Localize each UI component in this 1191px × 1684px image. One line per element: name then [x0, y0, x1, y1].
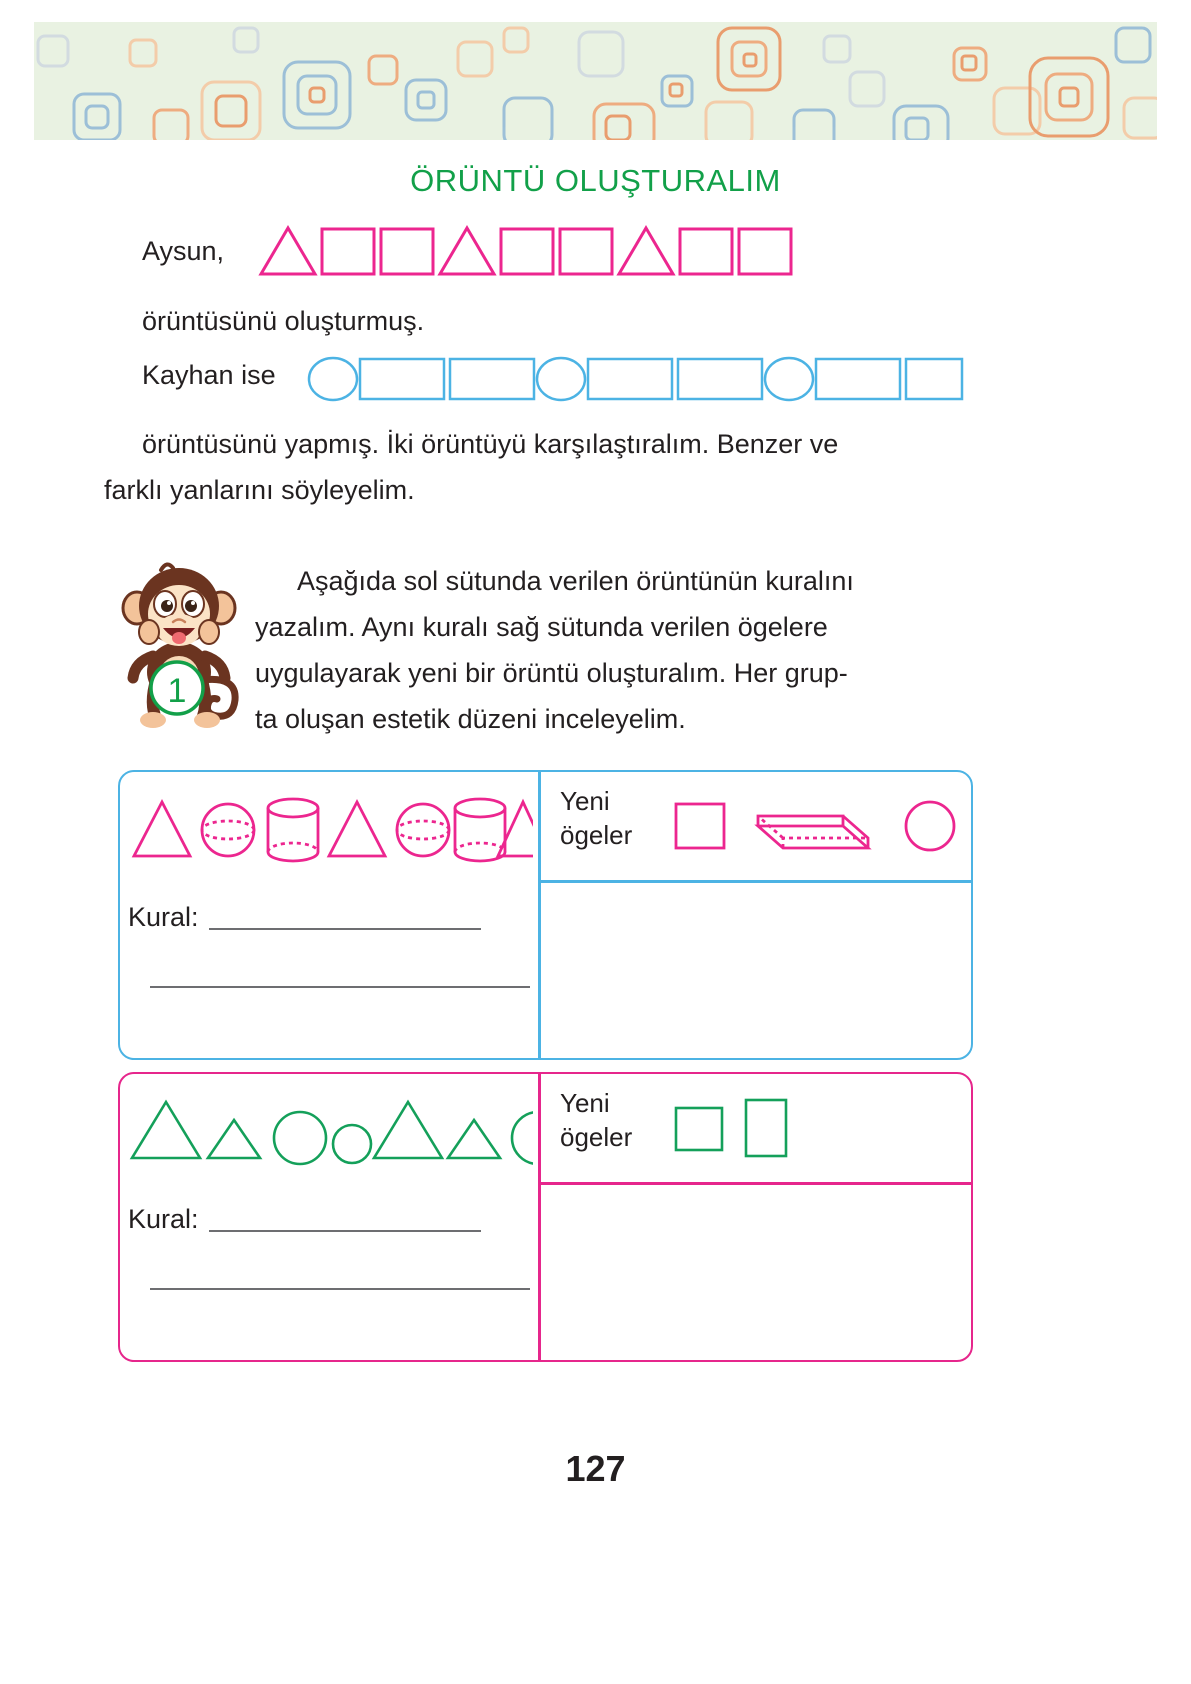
aysun-sentence: örüntüsünü oluşturmuş. — [142, 306, 425, 336]
kural-input-line-2a[interactable] — [209, 1204, 481, 1232]
instruction-line-4: ta oluşan estetik düzeni inceleyelim. — [255, 704, 686, 734]
monkey-mascot — [115, 552, 245, 732]
comparison-paragraph — [104, 424, 972, 516]
exercise-box-2 — [118, 1072, 973, 1362]
kural-label-2: Kural: — [128, 1204, 199, 1234]
exercise-1-kural — [128, 902, 538, 933]
instruction-line-1: Aşağıda sol sütunda verilen örüntünün kuralını — [297, 566, 854, 596]
exercise-2-horizontal-divider — [538, 1182, 971, 1185]
comparison-line-1: örüntüsünü yapmış. İki örüntüyü karşılaştıralım. Benzer ve — [142, 429, 839, 459]
yeni-label-line2: ögeler — [560, 820, 633, 850]
decorative-header-band — [34, 22, 1157, 140]
activity-badge-number: 1 — [167, 672, 187, 710]
exercise-1-horizontal-divider — [538, 880, 971, 883]
exercise-2-new-elements-label — [560, 1086, 632, 1154]
kural-label-1: Kural: — [128, 902, 199, 932]
kayhan-label: Kayhan ise — [142, 360, 276, 390]
exercise-2-vertical-divider — [538, 1074, 541, 1360]
exercise-1-pattern — [128, 784, 533, 874]
yeni-label-line1-b: Yeni — [560, 1088, 610, 1118]
instruction-line-3: uygulayarak yeni bir örüntü oluşturalım. Her grup- — [255, 658, 848, 688]
exercise-box-1 — [118, 770, 973, 1060]
exercise-2-pattern — [128, 1086, 533, 1176]
aysun-label: Aysun, — [142, 236, 225, 266]
kural-input-line-1b[interactable] — [150, 984, 530, 988]
activity-instruction — [255, 558, 970, 742]
yeni-label-line2-b: ögeler — [560, 1122, 633, 1152]
instruction-line-2: yazalım. Aynı kuralı sağ sütunda verilen ögelere — [255, 612, 828, 642]
aysun-pattern-row — [258, 222, 806, 289]
exercise-2-new-elements — [668, 1088, 968, 1177]
exercise-1-vertical-divider — [538, 772, 541, 1058]
exercise-2-kural — [128, 1204, 538, 1235]
header-pattern-graphic — [34, 22, 1157, 140]
page-number: 127 — [565, 1448, 626, 1489]
comparison-line-2: farklı yanlarını söyleyelim. — [104, 475, 415, 505]
kural-input-line-2b[interactable] — [150, 1286, 530, 1290]
page-title: ÖRÜNTÜ OLUŞTURALIM — [410, 163, 781, 198]
exercise-1-new-elements — [668, 786, 968, 875]
yeni-label-line1: Yeni — [560, 786, 610, 816]
exercise-1-new-elements-label — [560, 784, 632, 852]
kural-input-line-1a[interactable] — [209, 902, 481, 930]
kayhan-pattern-row — [306, 355, 966, 408]
